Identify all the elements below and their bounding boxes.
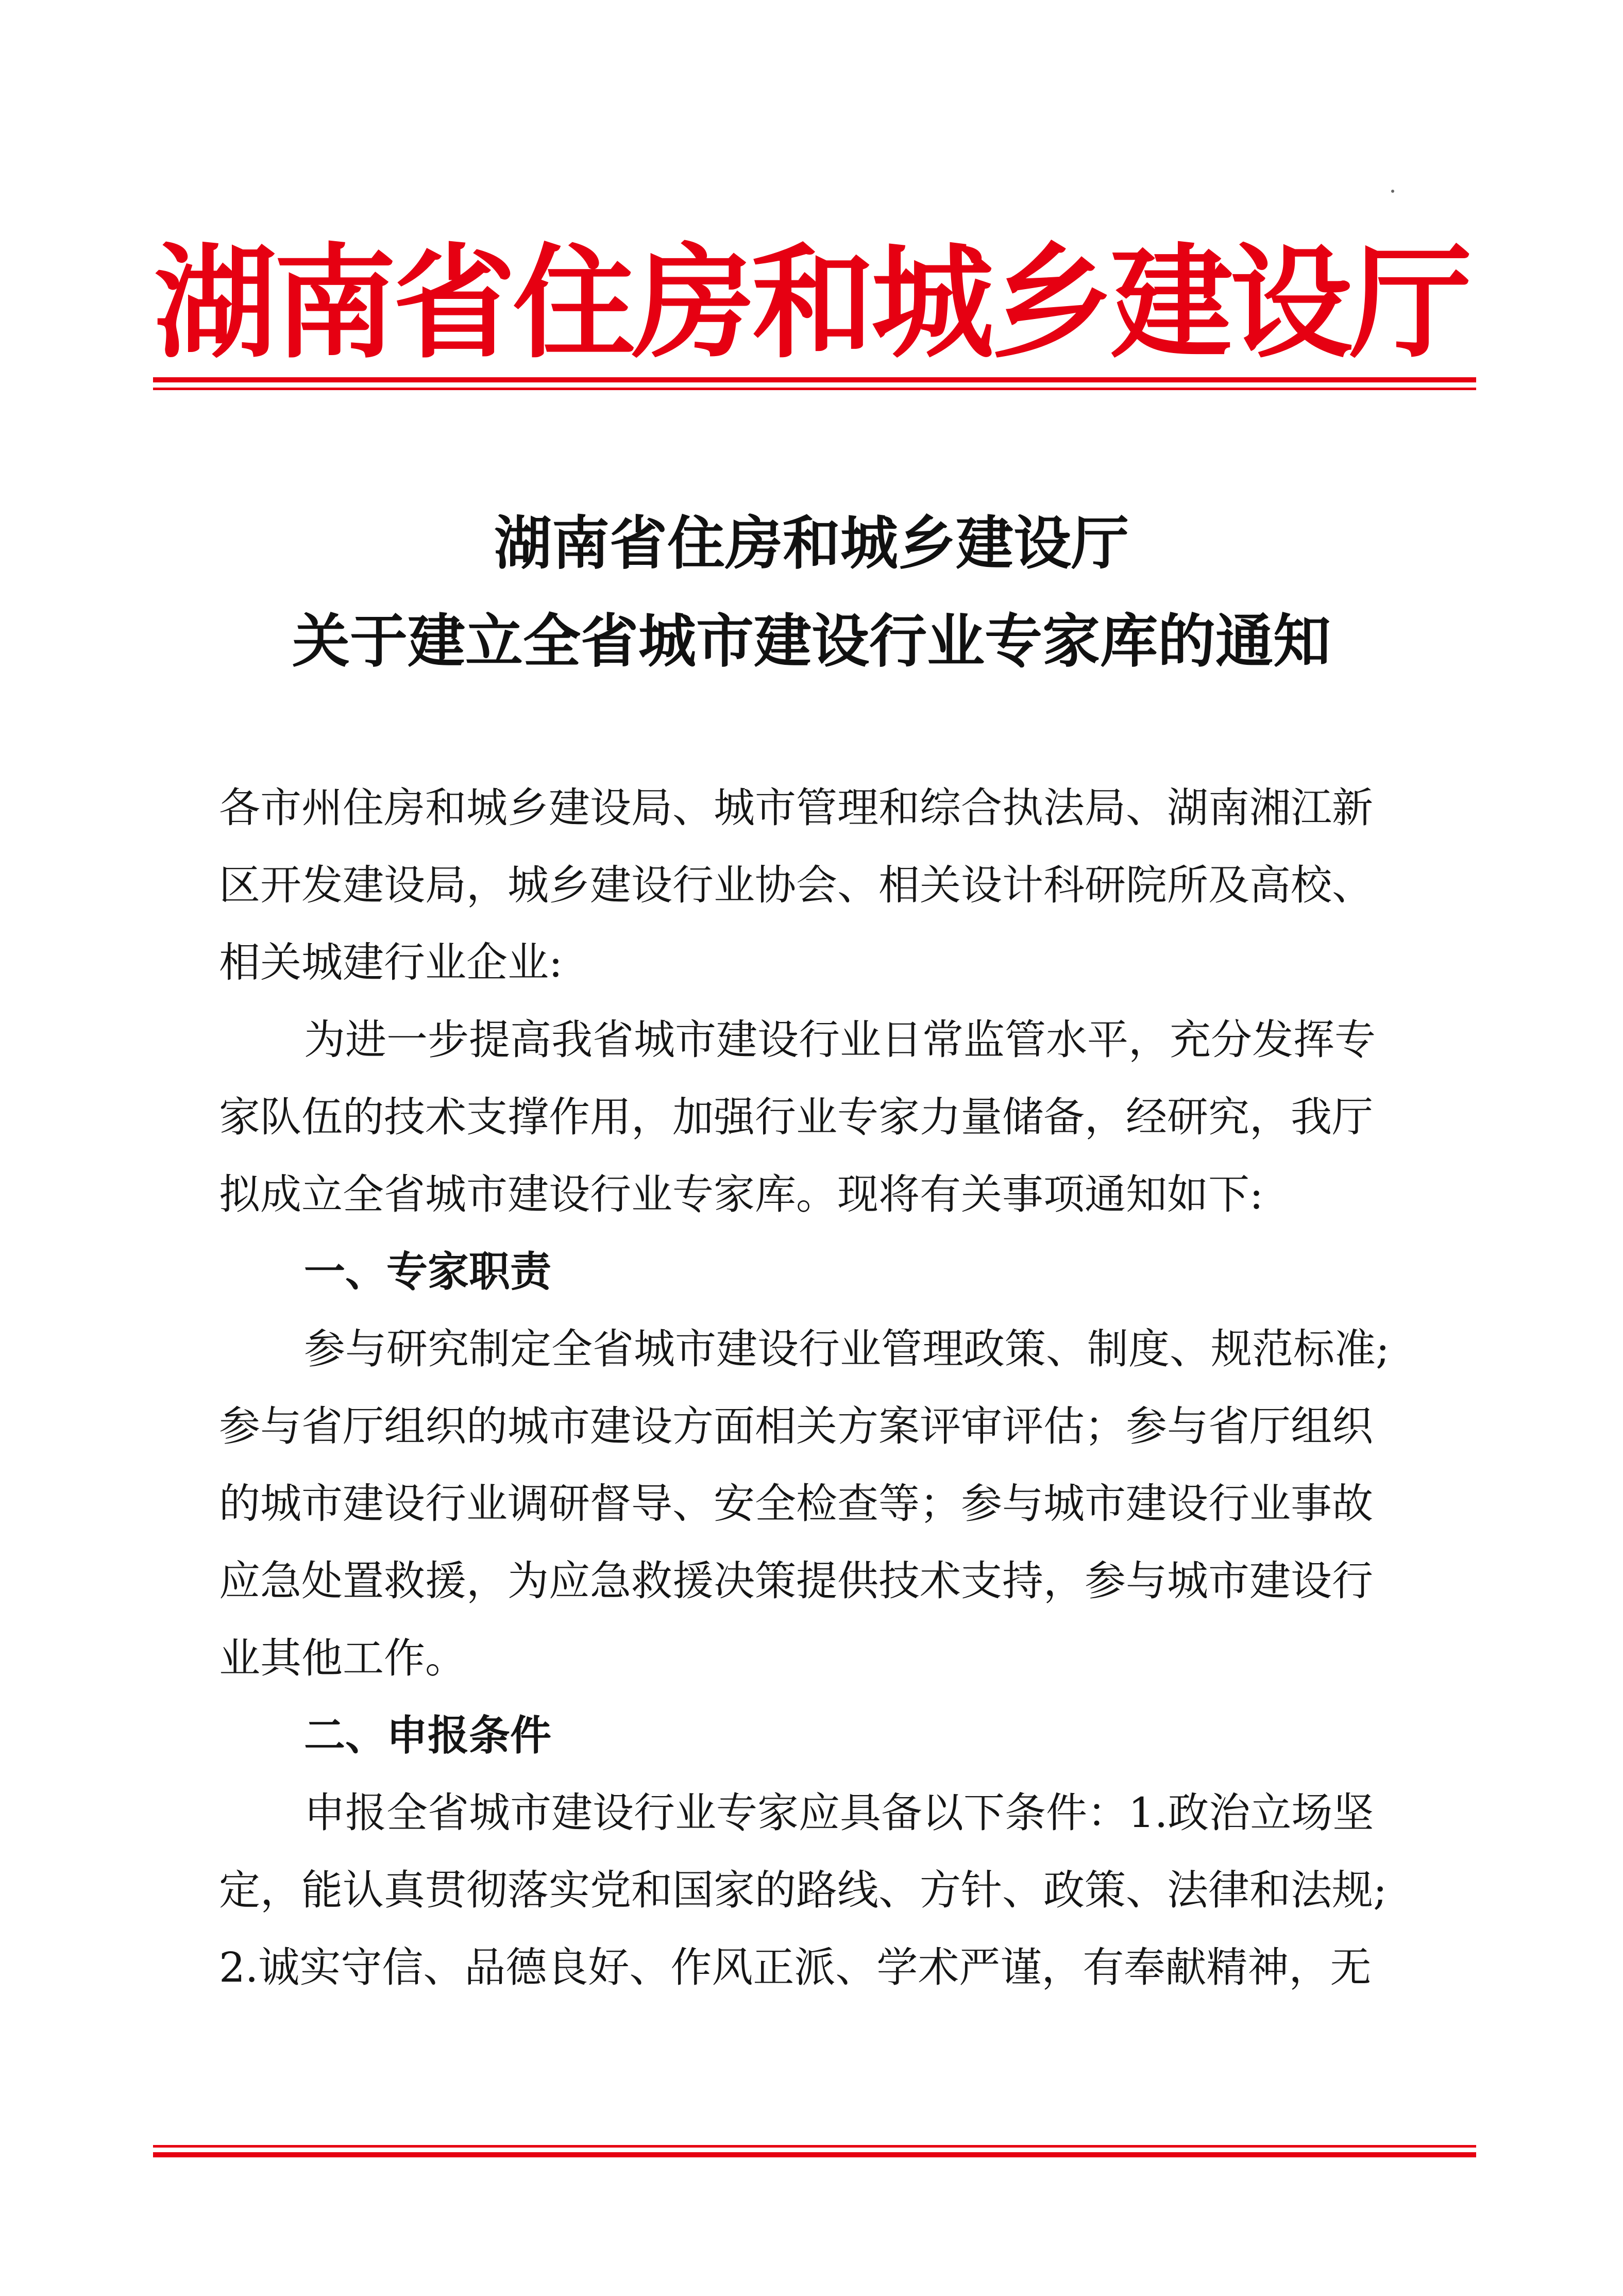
recipients-line: 区开发建设局，城乡建设行业协会、相关设计科研院所及高校、 <box>219 861 1373 909</box>
section2-line: 定，能认真贯彻落实党和国家的路线、方针、政策、法律和法规; <box>219 1866 1387 1914</box>
section1-line: 参与省厅组织的城市建设方面相关方案评审评估；参与省厅组织 <box>219 1402 1373 1450</box>
section2-heading: 二、申报条件 <box>304 1712 551 1759</box>
section2-line: 2.诚实守信、品德良好、作风正派、学术严谨，有奉献精神，无 <box>219 1943 1372 1991</box>
footer-rule-thin <box>153 2145 1476 2148</box>
document-title-line2: 关于建立全省城市建设行业专家库的通知 <box>292 608 1331 675</box>
section1-line: 参与研究制定全省城市建设行业管理政策、制度、规范标准; <box>304 1325 1390 1373</box>
masthead-rule-thin <box>153 388 1476 390</box>
intro-line: 家队伍的技术支撑作用，加强行业专家力量储备，经研究，我厅 <box>219 1093 1373 1141</box>
masthead-rule-thick <box>153 377 1476 382</box>
footer-rule-thick <box>153 2152 1476 2157</box>
section1-line: 业其他工作。 <box>219 1634 466 1682</box>
masthead-title: 湖南省住房和城乡建设厅 <box>154 232 1469 375</box>
recipients-line: 各市州住房和城乡建设局、城市管理和综合执法局、湖南湘江新 <box>219 784 1373 832</box>
section1-heading: 一、专家职责 <box>304 1248 551 1296</box>
intro-line: 拟成立全省城市建设行业专家库。现将有关事项通知如下: <box>219 1170 1263 1218</box>
document-title-line1: 湖南省住房和城乡建设厅 <box>494 510 1129 577</box>
corner-dot <box>1391 190 1394 193</box>
section1-line: 应急处置救援，为应急救援决策提供技术支持，参与城市建设行 <box>219 1557 1373 1605</box>
section2-line: 申报全省城市建设行业专家应具备以下条件：1.政治立场坚 <box>304 1789 1374 1837</box>
recipients-line: 相关城建行业企业: <box>219 938 563 986</box>
intro-line: 为进一步提高我省城市建设行业日常监管水平，充分发挥专 <box>304 1016 1376 1064</box>
section1-line: 的城市建设行业调研督导、安全检查等；参与城市建设行业事故 <box>219 1480 1373 1528</box>
